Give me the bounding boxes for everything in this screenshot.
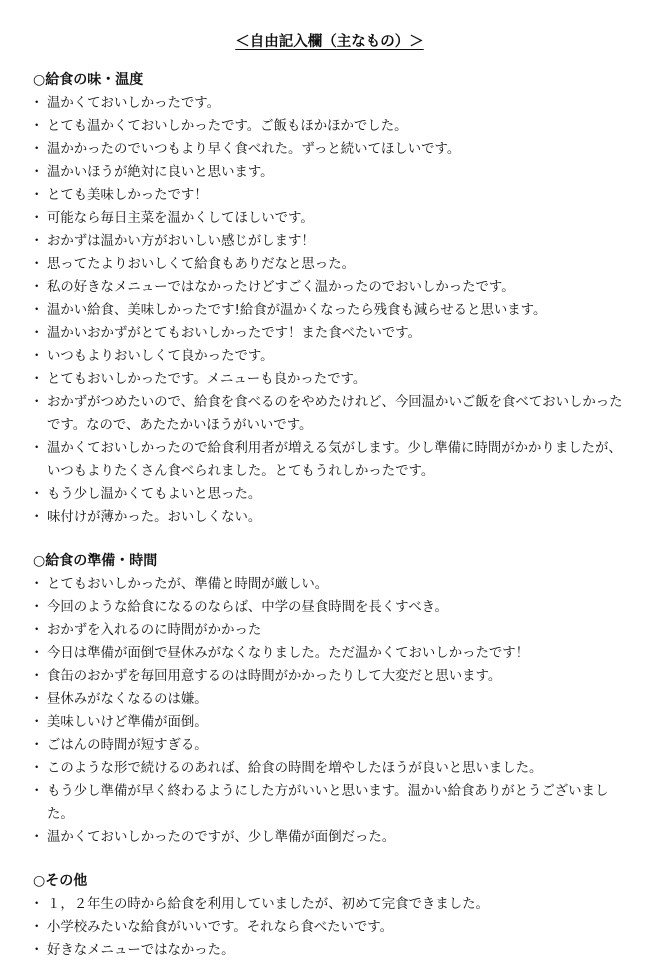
- comment-item: ・ もう少し準備が早く終わるようにした方がいいと思います。温かい給食ありがとうございました。: [33, 780, 626, 826]
- section-preparation-time: [33, 550, 626, 849]
- comment-item: ・ 美味しいけど準備が面倒。: [33, 711, 626, 734]
- comment-item: ・ このような形で続けるのあれば、給食の時間を増やしたほうが良いと思いました。: [33, 757, 626, 780]
- section-other: [33, 870, 626, 962]
- comment-item: ・ 今回のような給食になるのならば、中学の昼食時間を長くすべき。: [33, 596, 626, 619]
- comment-item: ・ とても温かくておいしかったです。ご飯もほかほかでした。: [33, 115, 626, 138]
- section-heading: ○給食の準備・時間: [33, 553, 158, 569]
- comment-item: ・ 思ってたよりおいしくて給食もありだなと思った。: [33, 253, 626, 276]
- document-title: ＜自由記入欄（主なもの）＞: [235, 34, 424, 50]
- comment-item: ・ 食缶のおかずを毎回用意するのは時間がかかったりして大変だと思います。: [33, 665, 626, 688]
- comment-item: ・ 温かいほうが絶対に良いと思います。: [33, 161, 626, 184]
- comment-item: ・ とてもおいしかったが、準備と時間が厳しい。: [33, 573, 626, 596]
- comment-item: ・ 温かかったのでいつもより早く食べれた。ずっと続いてほしいです。: [33, 138, 626, 161]
- comment-list: [33, 893, 626, 962]
- comment-item: ・ 味付けが薄かった。おいしくない。: [33, 506, 626, 529]
- comment-item: ・ もう少し温かくてもよいと思った。: [33, 483, 626, 506]
- comment-item: ・ 昼休みがなくなるのは嫌。: [33, 688, 626, 711]
- comment-item: ・ 好きなメニューではなかった。: [33, 939, 626, 962]
- comment-list: [33, 573, 626, 849]
- comment-item: ・ ごはんの時間が短すぎる。: [33, 734, 626, 757]
- comment-item: ・ いつもよりおいしくて良かったです。: [33, 345, 626, 368]
- comment-item: ・ 温かくておいしかったので給食利用者が増える気がします。少し準備に時間がかかりましたが、いつもよりたくさん食べられました。とてもうれしかったです。: [33, 437, 626, 483]
- section-heading: ○その他: [33, 873, 88, 889]
- comment-item: ・ おかずがつめたいので、給食を食べるのをやめたけれど、今回温かいご飯を食べておいしかったです。なので、あたたかいほうがいいです。: [33, 391, 626, 437]
- comment-list: [33, 92, 626, 529]
- section-taste-temperature: [33, 69, 626, 529]
- comment-item: ・ １，２年生の時から給食を利用していましたが、初めて完食できました。: [33, 893, 626, 916]
- comment-item: ・ 今日は準備が面倒で昼休みがなくなりました。ただ温かくておいしかったです！: [33, 642, 626, 665]
- comment-item: ・ 小学校みたいな給食がいいです。それなら食べたいです。: [33, 916, 626, 939]
- comment-item: ・ 可能なら毎日主菜を温かくしてほしいです。: [33, 207, 626, 230]
- comment-item: ・ 温かくておいしかったのですが、少し準備が面倒だった。: [33, 826, 626, 849]
- comment-item: ・ おかずを入れるのに時間がかかった: [33, 619, 626, 642]
- comment-item: ・ 温かくておいしかったです。: [33, 92, 626, 115]
- comment-item: ・ とてもおいしかったです。メニューも良かったです。: [33, 368, 626, 391]
- comment-item: ・ おかずは温かい方がおいしい感じがします！: [33, 230, 626, 253]
- comment-item: ・ 温かいおかずがとてもおいしかったです！また食べたいです。: [33, 322, 626, 345]
- section-heading: ○給食の味・温度: [33, 72, 144, 88]
- comment-item: ・ とても美味しかったです！: [33, 184, 626, 207]
- comment-item: ・ 温かい給食、美味しかったです!給食が温かくなったら残食も減らせると思います。: [33, 299, 626, 322]
- comment-item: ・ 私の好きなメニューではなかったけどすごく温かったのでおいしかったです。: [33, 276, 626, 299]
